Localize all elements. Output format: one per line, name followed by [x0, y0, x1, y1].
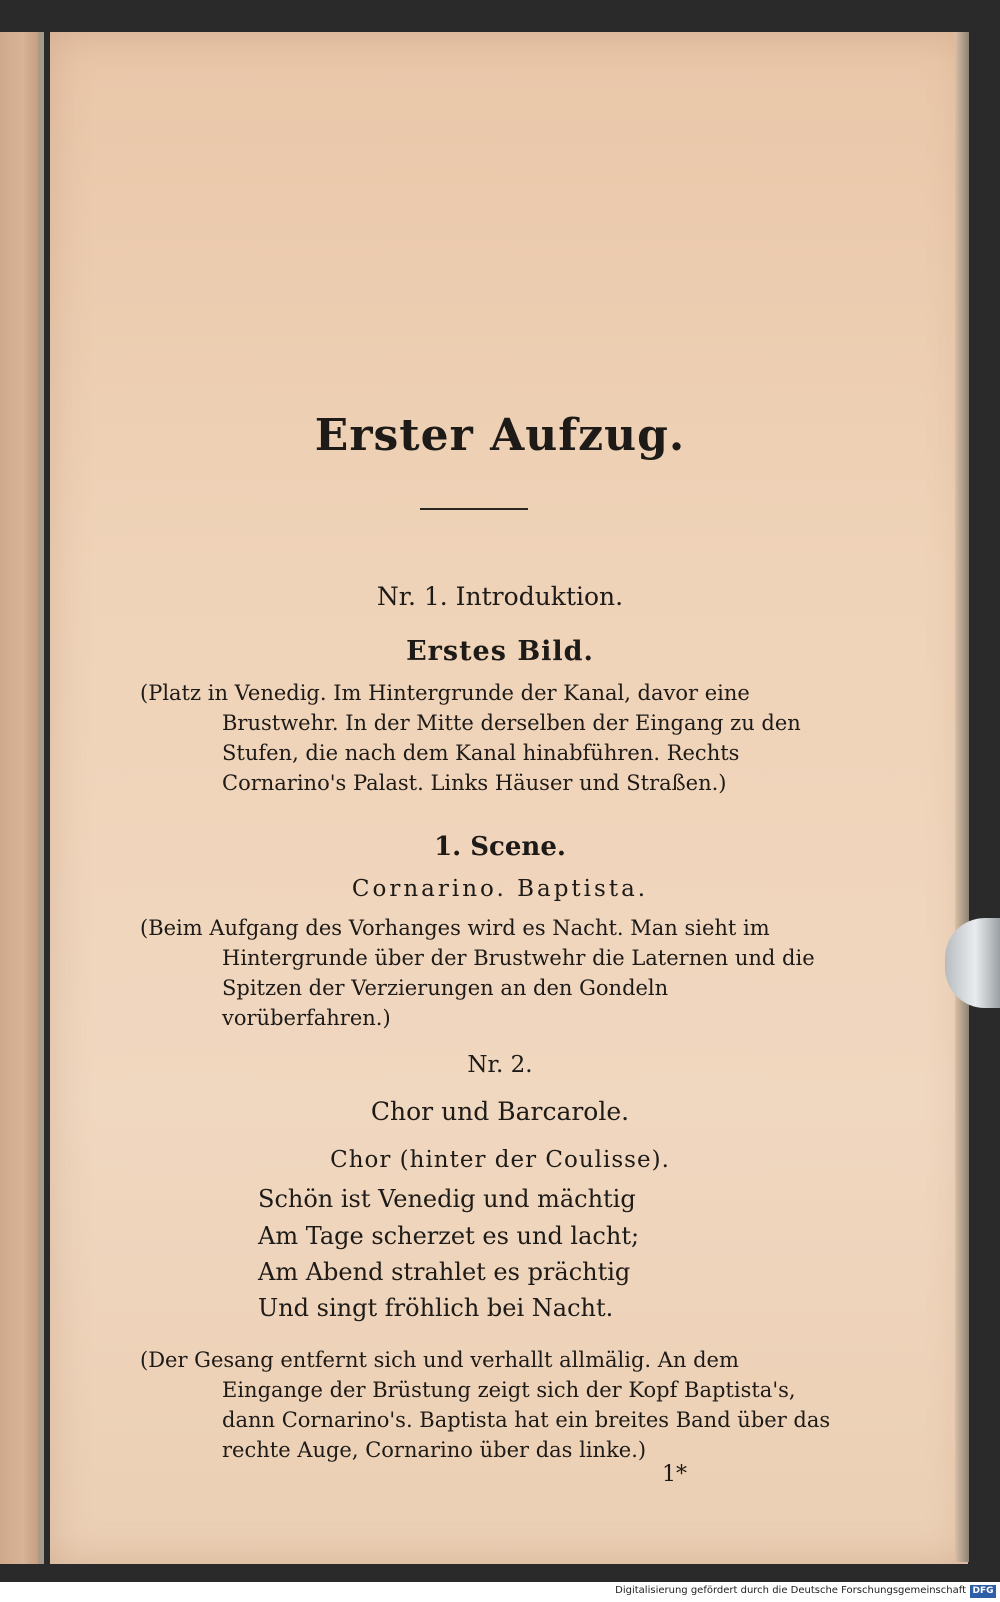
footer-bar: [0, 1582, 1000, 1602]
dfg-logo: DFG: [970, 1585, 996, 1598]
stage-direction-1: [140, 678, 840, 798]
act-heading: Erster Aufzug.: [314, 410, 686, 461]
number-2-title: Chor und Barcarole.: [370, 1097, 630, 1126]
verse-line: Und singt fröhlich bei Nacht.: [258, 1294, 614, 1322]
stage-direction-2-text: (Beim Aufgang des Vorhanges wird es Nacht. Man sieht im Hintergrunde über der Brustwehr die Laternen und die Spitzen der Verzierungen an den Gondeln vorüberfahren.): [140, 916, 815, 1030]
scene-title: 1. Scene.: [434, 832, 566, 862]
previous-page-edge: [0, 32, 44, 1564]
verse-line: Am Abend strahlet es prächtig: [258, 1258, 631, 1286]
persons: Cornarino. Baptista.: [351, 876, 649, 902]
stage-direction-3: [140, 1345, 840, 1465]
page-edge: [955, 32, 969, 1562]
number-1-title: Nr. 1. Introduktion.: [376, 582, 624, 611]
stage-direction-3-text: (Der Gesang entfernt sich und verhallt allmälig. An dem Eingange der Brüstung zeigt sich der Kopf Baptista's, dann Cornarino's. Baptista hat ein breites Band über das rechte Auge, Cornarino über das linke.): [140, 1348, 831, 1462]
heading-rule: [420, 508, 528, 510]
verse-line: Am Tage scherzet es und lacht;: [258, 1222, 640, 1250]
page-number: 1*: [662, 1462, 687, 1487]
number-2: Nr. 2.: [467, 1052, 533, 1078]
verse-line: Schön ist Venedig und mächtig: [258, 1185, 636, 1213]
first-picture-title: Erstes Bild.: [406, 636, 594, 667]
stage-direction-1-text: (Platz in Venedig. Im Hintergrunde der Kanal, davor eine Brustwehr. In der Mitte derselben der Eingang zu den Stufen, die nach dem Kanal hinabführen. Rechts Cornarino's Palast. Links Häuser und Straßen.): [140, 681, 801, 795]
stage-direction-2: [140, 913, 840, 1033]
chor-direction: Chor (hinter der Coulisse).: [330, 1147, 670, 1173]
footer-credit: Digitalisierung gefördert durch die Deutsche Forschungsgemeinschaft: [615, 1585, 966, 1596]
book-page: [50, 32, 968, 1564]
